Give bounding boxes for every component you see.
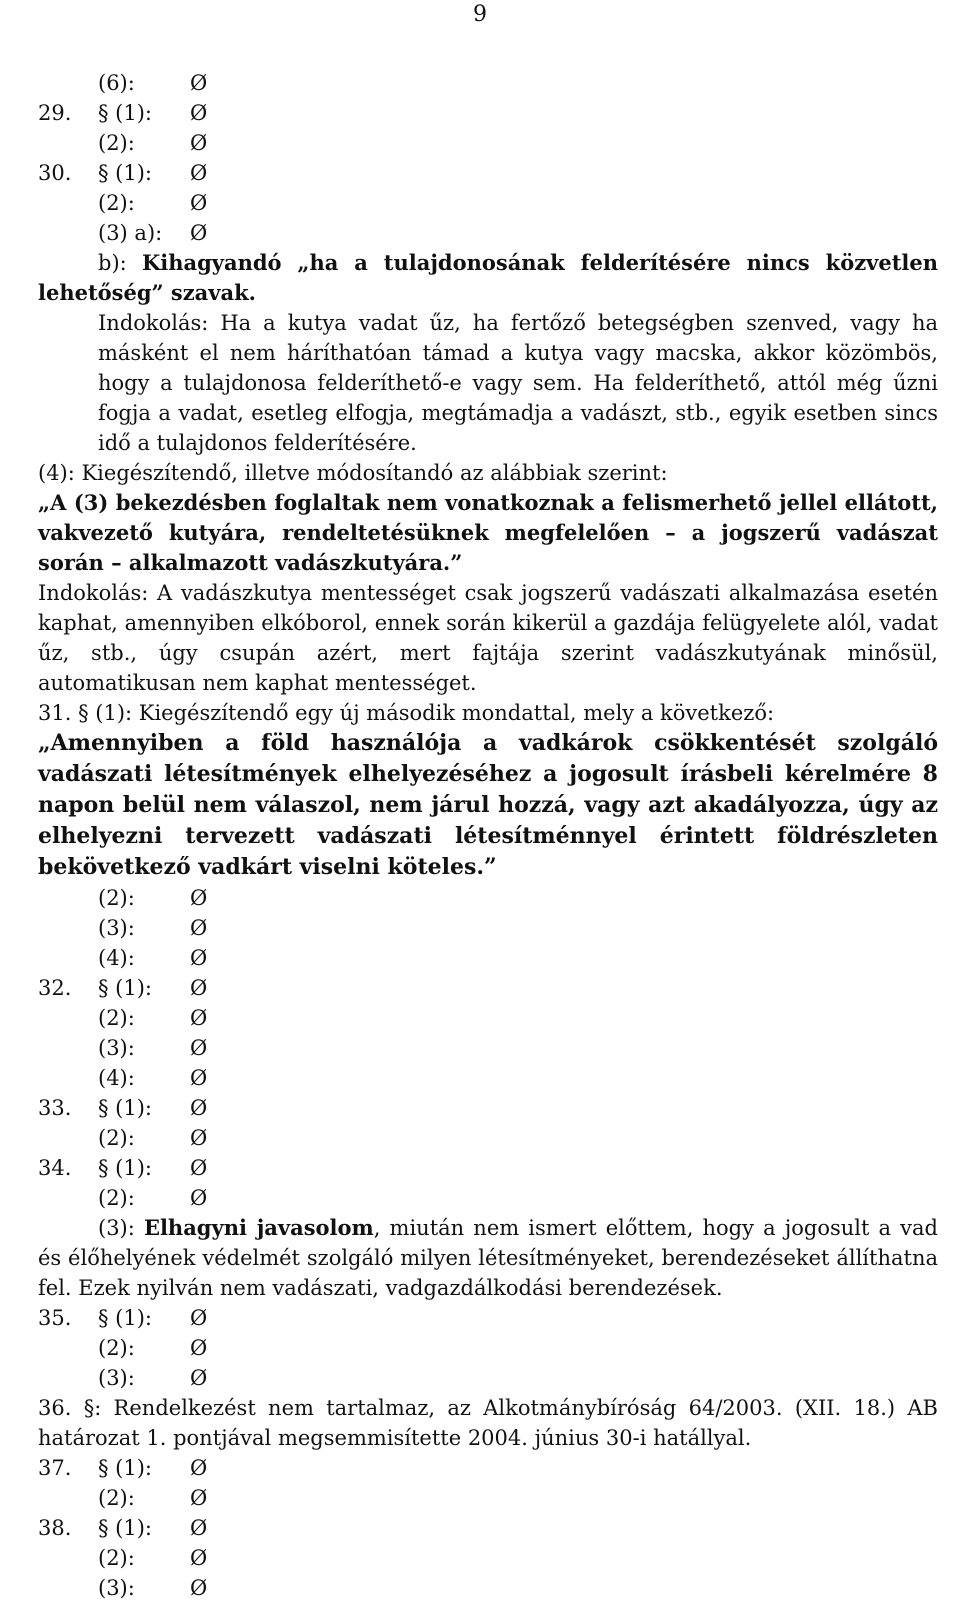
paragraph-4-intro: (4): Kiegészítendő, illetve módosítandó az alábbiak szerint: xyxy=(38,461,668,485)
rows-group-d xyxy=(38,1453,938,1603)
rows-group-c xyxy=(38,1303,938,1393)
section-31-text: § (1): Kiegészítendő egy új második mondattal, mely a következő: xyxy=(78,701,775,725)
provision-value: Ø xyxy=(190,101,208,125)
provision-value: Ø xyxy=(190,1126,208,1150)
provision-row xyxy=(38,1543,938,1573)
provision-value: Ø xyxy=(190,1516,208,1540)
section-number: 31. xyxy=(38,701,72,725)
paragraph-label: (2): xyxy=(98,191,135,215)
provision-value: Ø xyxy=(190,191,208,215)
paragraph-label: (2): xyxy=(98,1186,135,1210)
provision-row xyxy=(38,973,938,1003)
provision-row xyxy=(38,1093,938,1123)
provision-value: Ø xyxy=(190,1576,208,1600)
proposal-bold: Elhagyni javasolom xyxy=(143,1215,374,1240)
provision-value: Ø xyxy=(190,946,208,970)
provision-value: Ø xyxy=(190,221,208,245)
paragraph-label: (2): xyxy=(98,886,135,910)
section-34-paragraph-3 xyxy=(38,1213,938,1303)
paragraph-label: (3): xyxy=(98,916,135,940)
provision-row xyxy=(38,68,938,98)
provision-value: Ø xyxy=(190,131,208,155)
paragraph-label: (2): xyxy=(98,1126,135,1150)
paragraph-label: (3) a): xyxy=(98,221,163,245)
provision-value: Ø xyxy=(190,1186,208,1210)
b-label: b): xyxy=(98,251,127,275)
provision-value: Ø xyxy=(190,1456,208,1480)
section-31-intro xyxy=(38,698,938,728)
paragraph-label: (2): xyxy=(98,1486,135,1510)
provision-value: Ø xyxy=(190,1366,208,1390)
section-number: 32. xyxy=(38,976,72,1000)
paragraph-label: § (1): xyxy=(98,1456,152,1480)
provision-row xyxy=(38,158,938,188)
provision-row xyxy=(38,218,938,248)
rows-group-a xyxy=(38,68,938,248)
section-36: 36. §: Rendelkezést nem tartalmaz, az Alkotmánybíróság 64/2003. (XII. 18.) AB határozat 1. pontjával megsemmisítette 2004. június 30-i hatállyal. xyxy=(38,1396,938,1450)
section-number: 30. xyxy=(38,161,72,185)
paragraph-4-quote: „A (3) bekezdésben foglaltak nem vonatkoznak a felismerhető jellel ellátott, vakvezető kutyára, rendeltetésüknek megfelelően – a jogszerű vadászat során – alkalmazott vadászkutyára.” xyxy=(38,490,938,575)
provision-value: Ø xyxy=(190,71,208,95)
section-number: 35. xyxy=(38,1306,72,1330)
paragraph-label: § (1): xyxy=(98,1156,152,1180)
section-number: 37. xyxy=(38,1456,72,1480)
provision-value: Ø xyxy=(190,1306,208,1330)
paragraph-label: (3): xyxy=(98,1216,135,1240)
provision-row xyxy=(38,188,938,218)
paragraph-label: (2): xyxy=(98,1336,135,1360)
provision-value: Ø xyxy=(190,1036,208,1060)
paragraph-label: § (1): xyxy=(98,101,152,125)
page-number: 9 xyxy=(473,2,487,27)
paragraph-label: (3): xyxy=(98,1366,135,1390)
provision-row xyxy=(38,1303,938,1333)
indokolas-paragraph: Indokolás: Ha a kutya vadat űz, ha fertőző betegségben szenved, vagy ha másként el nem háríthatóan támad a kutya vagy macska, akkor közömbös, hogy a tulajdonosa felderíthető-e vagy sem. Ha felderíthető, attól még űzni fogja a vadat, esetleg elfogja, megtámadja a vadászt, stb., egyik esetben sincs idő a tulajdonos felderítésére. xyxy=(98,311,938,455)
provision-value: Ø xyxy=(190,1336,208,1360)
rows-group-b xyxy=(38,883,938,1213)
provision-row xyxy=(38,1573,938,1603)
paragraph-label: (3): xyxy=(98,1036,135,1060)
provision-value: Ø xyxy=(190,1546,208,1570)
paragraph-label: § (1): xyxy=(98,1306,152,1330)
provision-value: Ø xyxy=(190,1486,208,1510)
provision-value: Ø xyxy=(190,1006,208,1030)
provision-value: Ø xyxy=(190,161,208,185)
b-amendment xyxy=(38,248,938,308)
provision-row xyxy=(38,1123,938,1153)
b-text: Kihagyandó „ha a tulajdonosának felderítésére nincs közvetlen lehetőség” szavak. xyxy=(38,250,938,305)
provision-value: Ø xyxy=(190,1096,208,1120)
provision-row xyxy=(38,128,938,158)
proposal-rest: , miután nem ismert előttem, hogy a jogosult a vad és élőhelyének védelmét szolgáló milyen létesítményeket, berendezéseket állíthatna fel. Ezek nyilván nem vadászati, vadgazdálkodási berendezések. xyxy=(38,1216,938,1300)
provision-row xyxy=(38,1513,938,1543)
provision-row xyxy=(38,913,938,943)
provision-row xyxy=(38,943,938,973)
paragraph-label: § (1): xyxy=(98,161,152,185)
paragraph-label: (6): xyxy=(98,71,135,95)
provision-value: Ø xyxy=(190,1156,208,1180)
paragraph-label: § (1): xyxy=(98,1516,152,1540)
provision-row xyxy=(38,1153,938,1183)
paragraph-label: § (1): xyxy=(98,976,152,1000)
section-number: 29. xyxy=(38,101,72,125)
paragraph-label: (4): xyxy=(98,946,135,970)
provision-value: Ø xyxy=(190,1066,208,1090)
provision-row xyxy=(38,1363,938,1393)
paragraph-label: (4): xyxy=(98,1066,135,1090)
section-number: 38. xyxy=(38,1516,72,1540)
provision-value: Ø xyxy=(190,916,208,940)
indokolas-paragraph-2: Indokolás: A vadászkutya mentességet csak jogszerű vadászati alkalmazása esetén kaphat, amennyiben elkóborol, ennek során kikerül a gazdája felügyelete alól, vadat űz, stb., úgy csupán azért, mert fajtája szerint vadászkutyának minősül, automatikusan nem kaphat mentességet. xyxy=(38,581,938,695)
paragraph-label: (3): xyxy=(98,1576,135,1600)
paragraph-label: (2): xyxy=(98,1006,135,1030)
provision-row xyxy=(38,1033,938,1063)
section-number: 33. xyxy=(38,1096,72,1120)
provision-row xyxy=(38,98,938,128)
provision-row xyxy=(38,883,938,913)
paragraph-label: § (1): xyxy=(98,1096,152,1120)
provision-value: Ø xyxy=(190,976,208,1000)
document-body xyxy=(38,68,938,1603)
section-31-quote: „Amennyiben a föld használója a vadkárok csökkentését szolgáló vadászati létesítmények elhelyezéséhez a jogosult írásbeli kérelmére 8 napon belül nem válaszol, nem járul hozzá, vagy azt akadályozza, úgy az elhelyezni tervezett vadászati létesítménnyel érintett földrészleten bekövetkező vadkárt viselni köteles.” xyxy=(38,730,938,880)
provision-value: Ø xyxy=(190,886,208,910)
paragraph-label: (2): xyxy=(98,131,135,155)
paragraph-label: (2): xyxy=(98,1546,135,1570)
provision-row xyxy=(38,1063,938,1093)
provision-row xyxy=(38,1183,938,1213)
provision-row xyxy=(38,1333,938,1363)
provision-row xyxy=(38,1483,938,1513)
provision-row xyxy=(38,1453,938,1483)
provision-row xyxy=(38,1003,938,1033)
section-number: 34. xyxy=(38,1156,72,1180)
